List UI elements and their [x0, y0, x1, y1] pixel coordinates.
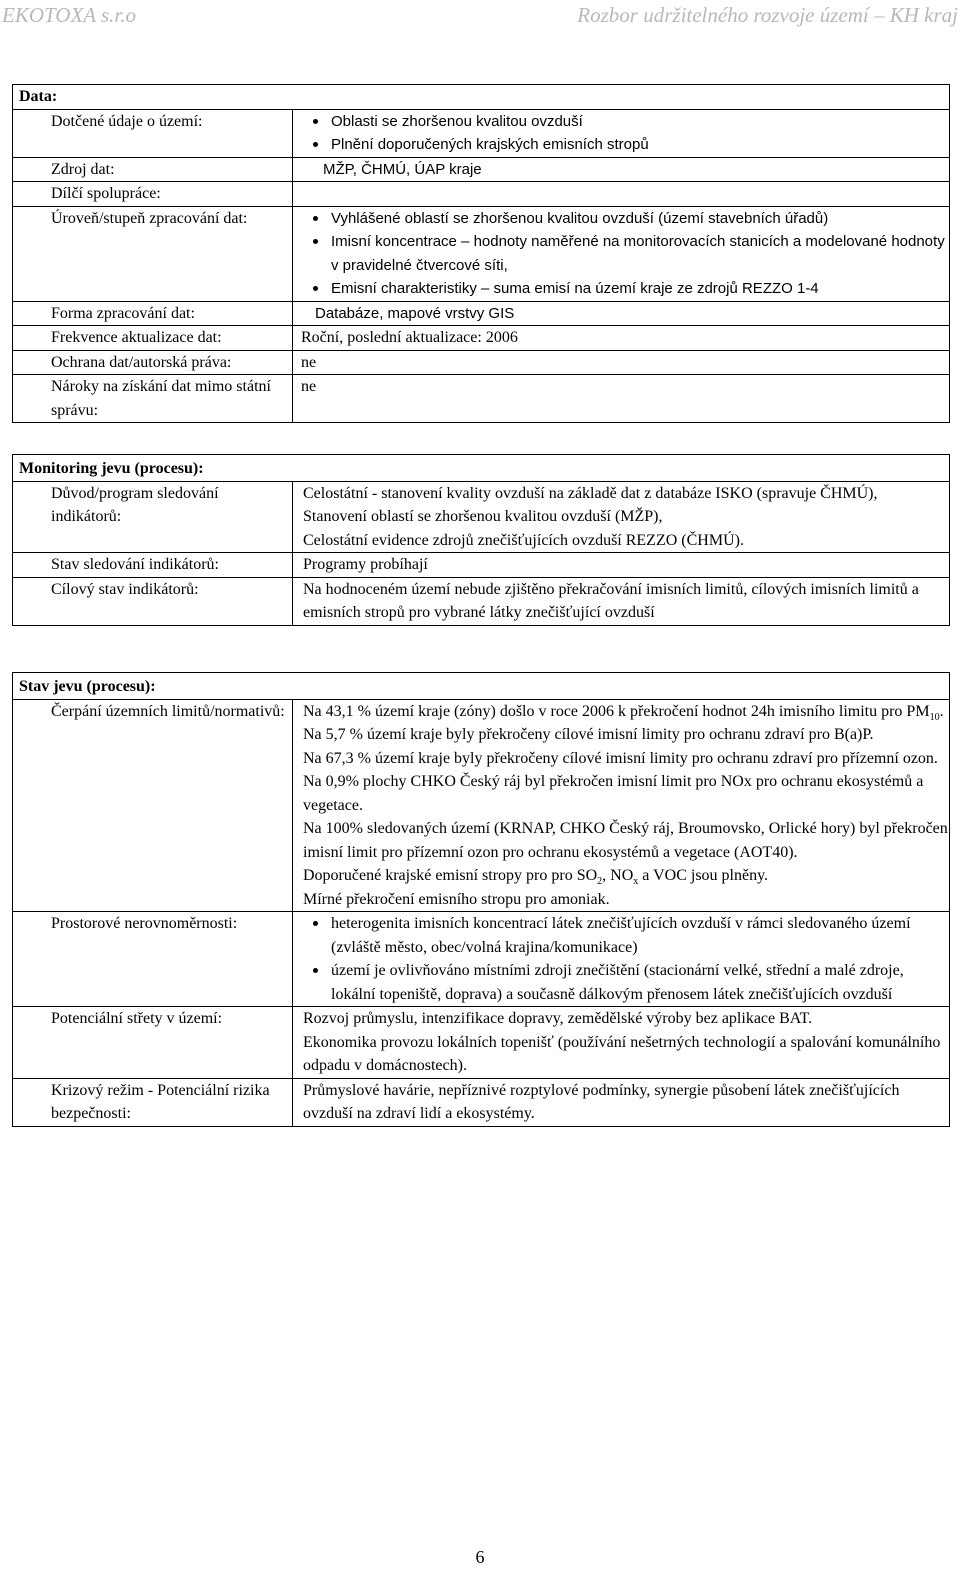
value-text: Na 43,1 % území kraje (zóny) došlo v roce 2006 k překročení hodnot 24h imisního limitu pro PM — [303, 702, 930, 720]
row-label: Důvod/program sledování indikátorů: — [13, 482, 293, 553]
row-label: Frekvence aktualizace dat: — [13, 326, 293, 350]
row-label: Dílčí spolupráce: — [13, 182, 293, 206]
data-section — [12, 84, 950, 423]
row-label: Potenciální střety v území: — [13, 1007, 293, 1078]
row-value: Průmyslové havárie, nepříznivé rozptylové podmínky, synergie působení látek znečišťujících ovzduší na zdraví lidí a ekosystémy. — [303, 1081, 900, 1122]
row-label: Cílový stav indikátorů: — [13, 578, 293, 625]
table-row — [13, 553, 949, 578]
data-section-title: Data: — [19, 88, 58, 105]
table-row — [13, 578, 949, 625]
state-section — [12, 672, 950, 1127]
list-item: Plnění doporučených krajských emisních stropů — [301, 133, 949, 157]
table-row — [13, 110, 949, 158]
table-row — [13, 326, 949, 351]
value-line: Celostátní evidence zdrojů znečišťujících ovzduší REZZO (ČHMÚ). — [303, 531, 744, 549]
row-value: Databáze, mapové vrstvy GIS — [315, 304, 515, 322]
value-text: . — [939, 702, 944, 720]
row-value: MŽP, ČHMÚ, ÚAP kraje — [323, 160, 482, 178]
row-value — [293, 912, 949, 1006]
row-value: Programy probíhají — [303, 556, 428, 573]
monitoring-section — [12, 454, 950, 626]
row-label: Prostorové nerovnoměrnosti: — [13, 912, 293, 1006]
list-item: Oblasti se zhoršenou kvalitou ovzduší — [301, 110, 949, 134]
row-value — [293, 1007, 949, 1078]
row-value — [293, 700, 949, 912]
row-label: Zdroj dat: — [13, 158, 293, 182]
row-value — [293, 482, 949, 553]
list-item: Emisní charakteristiky – suma emisí na území kraje ze zdrojů REZZO 1-4 — [301, 277, 949, 301]
table-row — [13, 700, 949, 913]
table-row — [13, 375, 949, 422]
subscript: x — [633, 876, 639, 888]
value-paragraph: Na 0,9% plochy CHKO Český ráj byl překročen imisní limit pro NOx pro ochranu ekosystémů a vegetace. — [303, 773, 924, 814]
row-value — [293, 182, 949, 206]
value-paragraph: Na 100% sledovaných území (KRNAP, CHKO Český ráj, Broumovsko, Orlické hory) byl překročen imisní limit pro přízemní ozon pro ochranu ekosystémů a vegetace (AOT40). — [303, 820, 948, 861]
value-line: Stanovení oblastí se zhoršenou kvalitou ovzduší (MŽP), — [303, 508, 663, 525]
table-row — [13, 207, 949, 302]
row-value: Na hodnoceném území nebude zjištěno překračování imisních limitů, cílových imisních limitů a emisních stropů pro vybrané látky znečišťující ovzduší — [303, 580, 919, 621]
list-item: heterogenita imisních koncentrací látek znečišťujících ovzduší v rámci sledovaného území (zvláště město, obec/volná krajina/komunikace) — [301, 912, 949, 959]
value-paragraph: Mírné překročení emisního stropu pro amoniak. — [303, 890, 610, 908]
row-value — [293, 110, 949, 157]
row-value: Roční, poslední aktualizace: 2006 — [301, 329, 518, 346]
document-title: Rozbor udržitelného rozvoje území – KH kraj — [577, 3, 958, 27]
row-label: Forma zpracování dat: — [13, 302, 293, 326]
value-text: Doporučené krajské emisní stropy pro pro SO — [303, 867, 598, 884]
section-title-row — [13, 85, 949, 110]
list-item: Vyhlášené oblastí se zhoršenou kvalitou ovzduší (území stavebních úřadů) — [301, 207, 949, 231]
row-label: Krizový režim - Potenciální rizika bezpečnosti: — [13, 1079, 293, 1126]
row-label: Čerpání územních limitů/normativů: — [13, 700, 293, 912]
value-paragraph — [303, 864, 949, 888]
table-row — [13, 482, 949, 554]
section-title-row — [13, 673, 949, 700]
row-value — [293, 207, 949, 301]
page-header — [0, 0, 960, 40]
value-line: Celostátní - stanovení kvality ovzduší na základě dat z databáze ISKO (spravuje ČHMÚ), — [303, 484, 878, 502]
table-row — [13, 1079, 949, 1126]
row-label: Stav sledování indikátorů: — [13, 553, 293, 577]
table-row — [13, 182, 949, 207]
table-row — [13, 1007, 949, 1079]
value-line: Ekonomika provozu lokálních topenišť (používání nešetrných technologií a spalování komunálního odpadu v domácnostech). — [303, 1033, 941, 1074]
company-name: EKOTOXA s.r.o — [2, 3, 137, 27]
state-section-title: Stav jevu (procesu): — [19, 678, 156, 695]
value-line: Rozvoj průmyslu, intenzifikace dopravy, zemědělské výroby bez aplikace BAT. — [303, 1010, 813, 1027]
value-paragraph — [303, 700, 949, 724]
row-value: ne — [301, 353, 317, 371]
subscript: 2 — [597, 876, 603, 888]
monitoring-section-title: Monitoring jevu (procesu): — [19, 460, 204, 477]
table-row — [13, 158, 949, 183]
table-row — [13, 351, 949, 376]
value-text: , NO — [602, 867, 634, 884]
list-item: Imisní koncentrace – hodnoty naměřené na monitorovacích stanicích a modelované hodnoty v pravidelné čtvercové síti, — [301, 230, 949, 277]
row-label: Úroveň/stupeň zpracování dat: — [13, 207, 293, 301]
table-row — [13, 912, 949, 1007]
subscript: 10 — [929, 711, 940, 723]
value-text: a VOC jsou plněny. — [638, 867, 769, 884]
row-label: Nároky na získání dat mimo státní správu: — [13, 375, 293, 422]
list-item: území je ovlivňováno místními zdroji znečištění (stacionární velké, střední a malé zdroje, lokální topeniště, doprava) a současně dálkovým přenosem látek znečišťujících ovzduší — [301, 959, 949, 1006]
table-row — [13, 302, 949, 327]
value-paragraph: Na 5,7 % území kraje byly překročeny cílové imisní limity pro ochranu zdraví pro B(a)P. — [303, 726, 874, 743]
row-value: ne — [301, 378, 317, 395]
row-label: Ochrana dat/autorská práva: — [13, 351, 293, 375]
section-title-row — [13, 455, 949, 482]
row-label: Dotčené údaje o území: — [13, 110, 293, 157]
page-number: 6 — [475, 1547, 485, 1567]
value-paragraph: Na 67,3 % území kraje byly překročeny cílové imisní limity pro ochranu zdraví pro přízemní ozon. — [303, 749, 938, 767]
